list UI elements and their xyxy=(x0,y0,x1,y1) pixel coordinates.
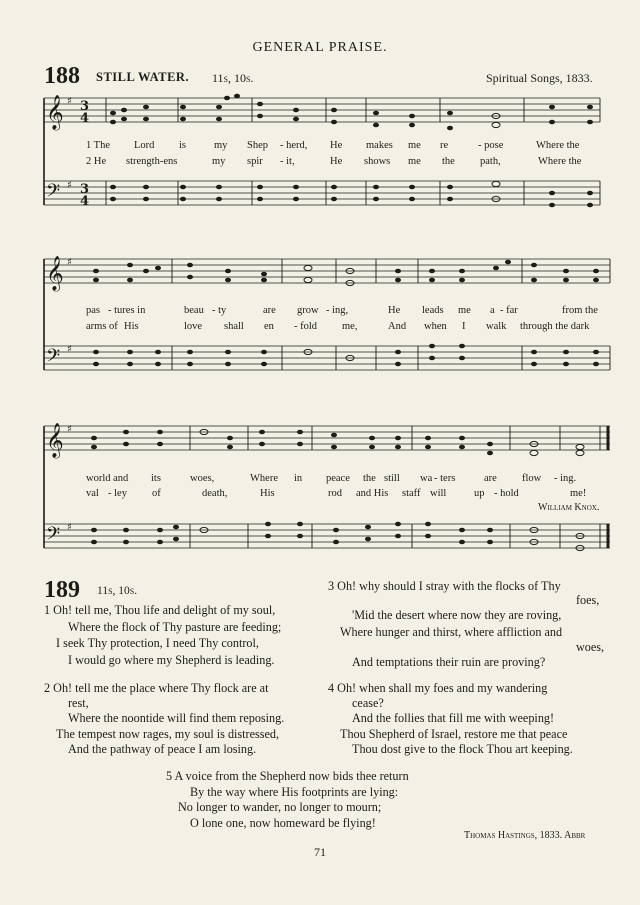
hymn-188-title: STILL WATER. xyxy=(96,70,190,84)
svg-text:♯: ♯ xyxy=(67,257,72,268)
verse-line: And temptations their ruin are proving? xyxy=(352,655,546,669)
verse-line: O lone one, now homeward be flying! xyxy=(190,816,376,830)
verse-line: 4 Oh! when shall my foes and my wandering xyxy=(328,681,548,695)
verse-line: 5 A voice from the Shepherd now bids thee return xyxy=(166,769,409,783)
svg-text:♯: ♯ xyxy=(67,96,72,107)
svg-text:3: 3 xyxy=(80,182,90,197)
verse-line: Thou dost give to the flock Thou art keeping. xyxy=(352,742,573,756)
svg-text:𝄞: 𝄞 xyxy=(46,256,64,291)
svg-text:4: 4 xyxy=(80,111,90,126)
verse-line: foes, xyxy=(576,593,600,607)
system-3-bass-staff xyxy=(44,524,610,548)
hymn-189-meter: 11s, 10s. xyxy=(97,585,138,597)
section-title: GENERAL PRAISE. xyxy=(252,40,388,55)
svg-text:𝄞: 𝄞 xyxy=(46,423,64,458)
verse-line: 'Mid the desert where now they are roving, xyxy=(352,608,562,622)
system-2-bass-staff xyxy=(44,346,610,370)
verse-line: 3 Oh! why should I stray with the flocks of Thy xyxy=(328,579,561,593)
verse-line: cease? xyxy=(352,696,384,710)
svg-text:♯: ♯ xyxy=(67,522,72,533)
verse-line: I would go where my Shepherd is leading. xyxy=(68,653,275,667)
hymn-188-author: William Knox. xyxy=(538,502,600,513)
verse-line: Where the noontide will find them reposing. xyxy=(68,711,285,725)
hymn-189-author: Thomas Hastings, 1833. Abbr xyxy=(464,830,586,841)
verse-line: And the follies that fill me with weeping! xyxy=(352,711,555,725)
verse-line: I seek Thy protection, I need Thy control, xyxy=(56,636,259,650)
verse-line: woes, xyxy=(576,640,605,654)
clefs-and-signatures xyxy=(46,95,89,549)
svg-text:𝄢: 𝄢 xyxy=(46,181,61,206)
hymn-189-number: 189 xyxy=(44,577,80,603)
svg-text:4: 4 xyxy=(80,194,90,209)
verse-line: Thou Shepherd of Israel, restore me that peace xyxy=(340,727,568,741)
svg-text:𝄞: 𝄞 xyxy=(46,95,64,130)
verse-line: No longer to wander, no longer to mourn; xyxy=(178,800,382,814)
system-1-treble-staff xyxy=(44,98,600,122)
verse-line: 1 Oh! tell me, Thou life and delight of my soul, xyxy=(44,603,276,617)
hymn-188-source: Spiritual Songs, 1833. xyxy=(486,71,593,85)
verse-line: 2 Oh! tell me the place where Thy flock are at xyxy=(44,681,269,695)
svg-text:𝄢: 𝄢 xyxy=(46,524,61,549)
system-1-barlines xyxy=(106,98,600,205)
verse-line: rest, xyxy=(68,696,89,710)
hymn-188-number: 188 xyxy=(44,63,80,89)
svg-text:♯: ♯ xyxy=(67,344,72,355)
svg-text:♯: ♯ xyxy=(67,180,72,191)
page-number: 71 xyxy=(314,845,326,859)
verse-line: Where hunger and thirst, where affliction and xyxy=(340,625,563,639)
verse-line: The tempest now rages, my soul is distressed, xyxy=(56,727,280,741)
verse-line: Where the flock of Thy pasture are feeding; xyxy=(68,620,282,634)
svg-text:♯: ♯ xyxy=(67,424,72,435)
verse-line: By the way where His footprints are lying: xyxy=(190,785,399,799)
verse-line: And the pathway of peace I am losing. xyxy=(68,742,257,756)
system-3-treble-staff xyxy=(44,426,610,450)
hymn-188-meter: 11s, 10s. xyxy=(212,71,254,85)
svg-text:𝄢: 𝄢 xyxy=(46,346,61,371)
svg-text:3: 3 xyxy=(80,99,90,114)
system-1-bass-staff xyxy=(44,181,600,205)
